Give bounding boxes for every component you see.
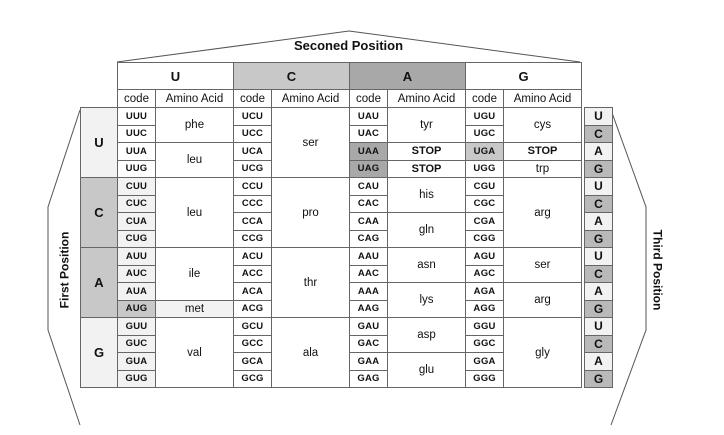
codon-cell: CAU	[350, 178, 388, 196]
codon-cell: CUC	[118, 195, 156, 213]
amino-acid-column-header: Amino Acid	[388, 90, 466, 108]
codon-cell: GAA	[350, 353, 388, 371]
codon-cell: CAC	[350, 195, 388, 213]
amino-acid-cell: thr	[272, 248, 350, 318]
codon-cell: GCC	[234, 335, 272, 353]
codon-cell: GUC	[118, 335, 156, 353]
codon-cell: AGU	[466, 248, 504, 266]
codon-cell: AAA	[350, 283, 388, 301]
third-base-u: U	[585, 108, 613, 126]
second-position-title: Seconed Position	[293, 38, 404, 53]
amino-acid-cell: leu	[156, 178, 234, 248]
codon-cell: UAU	[350, 108, 388, 126]
codon-cell: ACC	[234, 265, 272, 283]
amino-acid-cell: pro	[272, 178, 350, 248]
third-base-a: A	[585, 353, 613, 371]
codon-cell: GUA	[118, 353, 156, 371]
third-base-c: C	[585, 125, 613, 143]
codon-cell: CUG	[118, 230, 156, 248]
amino-acid-column-header: Amino Acid	[504, 90, 582, 108]
codon-cell: ACG	[234, 300, 272, 318]
codon-cell: UGA	[466, 143, 504, 161]
codon-cell: AAU	[350, 248, 388, 266]
subheader-corner	[81, 90, 118, 108]
codon-cell: UUG	[118, 160, 156, 178]
third-base-a: A	[585, 213, 613, 231]
codon-cell: GCA	[234, 353, 272, 371]
code-column-header: code	[234, 90, 272, 108]
third-base-g: G	[585, 370, 613, 388]
first-base-g: G	[81, 318, 118, 388]
codon-cell: GAG	[350, 370, 388, 388]
third-base-c: C	[585, 335, 613, 353]
third-base-c: C	[585, 265, 613, 283]
codon-cell: AAC	[350, 265, 388, 283]
codon-cell: CCG	[234, 230, 272, 248]
header-spacer	[582, 63, 613, 90]
amino-acid-cell: lys	[388, 283, 466, 318]
codon-cell: GUU	[118, 318, 156, 336]
codon-cell: AUC	[118, 265, 156, 283]
amino-acid-cell: ser	[272, 108, 350, 178]
codon-cell: GCG	[234, 370, 272, 388]
codon-cell: AUG	[118, 300, 156, 318]
codon-cell: GAU	[350, 318, 388, 336]
codon-cell: ACA	[234, 283, 272, 301]
amino-acid-cell: phe	[156, 108, 234, 143]
subheader-spacer	[582, 90, 613, 108]
header-corner	[81, 63, 118, 90]
codon-cell: CGC	[466, 195, 504, 213]
first-base-c: C	[81, 178, 118, 248]
codon-cell: UAA	[350, 143, 388, 161]
stop-codon-label: STOP	[504, 143, 582, 161]
codon-cell: UAC	[350, 125, 388, 143]
third-base-g: G	[585, 160, 613, 178]
codon-cell: GAC	[350, 335, 388, 353]
codon-cell: AGG	[466, 300, 504, 318]
codon-cell: AGA	[466, 283, 504, 301]
third-position-title: Third Position	[650, 229, 665, 311]
code-column-header: code	[350, 90, 388, 108]
codon-cell: UCC	[234, 125, 272, 143]
codon-cell: ACU	[234, 248, 272, 266]
codon-cell: UCA	[234, 143, 272, 161]
codon-cell: AGC	[466, 265, 504, 283]
amino-acid-cell: tyr	[388, 108, 466, 143]
amino-acid-cell: gln	[388, 213, 466, 248]
codon-cell: CGU	[466, 178, 504, 196]
second-base-header-u: U	[118, 63, 234, 90]
codon-cell: GUG	[118, 370, 156, 388]
subheader-row	[81, 90, 613, 108]
amino-acid-cell: leu	[156, 143, 234, 178]
codon-row	[81, 178, 613, 196]
codon-cell: GCU	[234, 318, 272, 336]
third-base-a: A	[585, 143, 613, 161]
codon-cell: GGC	[466, 335, 504, 353]
codon-cell: CCU	[234, 178, 272, 196]
codon-cell: UGG	[466, 160, 504, 178]
stop-codon-label: STOP	[388, 160, 466, 178]
third-base-u: U	[585, 178, 613, 196]
amino-acid-cell: arg	[504, 178, 582, 248]
codon-cell: AUU	[118, 248, 156, 266]
codon-cell: AAG	[350, 300, 388, 318]
third-base-c: C	[585, 195, 613, 213]
amino-acid-cell: ile	[156, 248, 234, 301]
codon-cell: CCA	[234, 213, 272, 231]
codon-cell: GGU	[466, 318, 504, 336]
second-base-header-a: A	[350, 63, 466, 90]
second-base-header-g: G	[466, 63, 582, 90]
codon-cell: CAA	[350, 213, 388, 231]
codon-cell: GGG	[466, 370, 504, 388]
codon-table	[80, 62, 613, 388]
codon-cell: CAG	[350, 230, 388, 248]
amino-acid-column-header: Amino Acid	[272, 90, 350, 108]
code-column-header: code	[118, 90, 156, 108]
amino-acid-cell: asn	[388, 248, 466, 283]
codon-cell: CGA	[466, 213, 504, 231]
codon-row	[81, 318, 613, 336]
codon-cell: UGC	[466, 125, 504, 143]
stop-codon-label: STOP	[388, 143, 466, 161]
codon-cell: UUA	[118, 143, 156, 161]
codon-cell: UUU	[118, 108, 156, 126]
amino-acid-cell: arg	[504, 283, 582, 318]
third-base-g: G	[585, 230, 613, 248]
first-base-a: A	[81, 248, 118, 318]
amino-acid-cell: ala	[272, 318, 350, 388]
amino-acid-cell: gly	[504, 318, 582, 388]
amino-acid-cell: trp	[504, 160, 582, 178]
codon-cell: UUC	[118, 125, 156, 143]
amino-acid-cell: asp	[388, 318, 466, 353]
codon-cell: GGA	[466, 353, 504, 371]
third-base-a: A	[585, 283, 613, 301]
codon-cell: UGU	[466, 108, 504, 126]
codon-cell: CGG	[466, 230, 504, 248]
codon-row	[81, 108, 613, 126]
codon-cell: UAG	[350, 160, 388, 178]
amino-acid-cell: val	[156, 318, 234, 388]
amino-acid-cell: ser	[504, 248, 582, 283]
amino-acid-cell: cys	[504, 108, 582, 143]
third-base-g: G	[585, 300, 613, 318]
codon-cell: AUA	[118, 283, 156, 301]
third-base-u: U	[585, 318, 613, 336]
amino-acid-cell: his	[388, 178, 466, 213]
codon-cell: CCC	[234, 195, 272, 213]
code-column-header: code	[466, 90, 504, 108]
amino-acid-cell: glu	[388, 353, 466, 388]
first-position-title: First Position	[56, 231, 71, 309]
amino-acid-column-header: Amino Acid	[156, 90, 234, 108]
codon-cell: UCU	[234, 108, 272, 126]
third-position-title-wrap	[617, 120, 697, 420]
amino-acid-cell: met	[156, 300, 234, 318]
first-base-u: U	[81, 108, 118, 178]
third-base-u: U	[585, 248, 613, 266]
second-base-header-c: C	[234, 63, 350, 90]
codon-cell: CUA	[118, 213, 156, 231]
group-header-row	[81, 63, 613, 90]
codon-row	[81, 248, 613, 266]
codon-cell: UCG	[234, 160, 272, 178]
codon-cell: CUU	[118, 178, 156, 196]
